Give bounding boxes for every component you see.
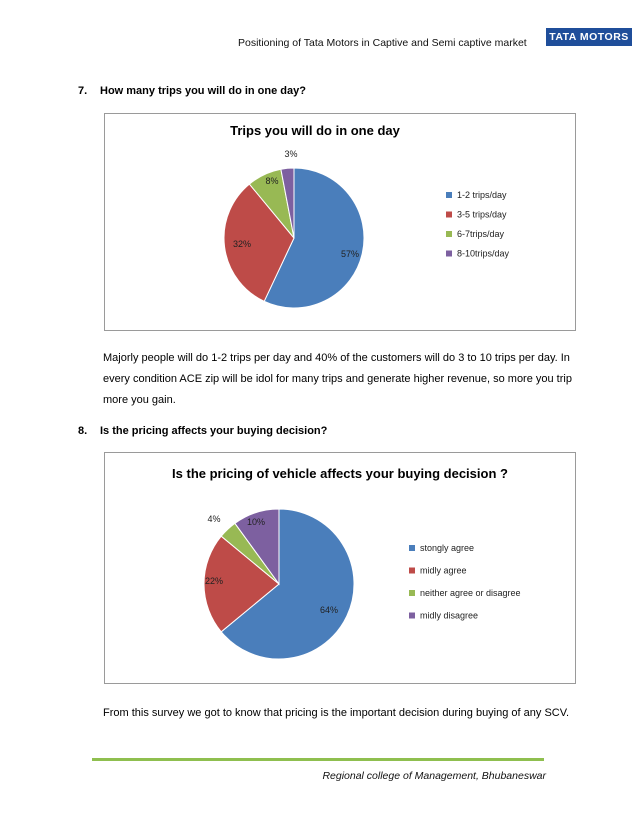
data-label-3: 8% <box>265 176 279 186</box>
legend-swatch-4 <box>446 251 452 257</box>
legend-entry-2: 3-5 trips/day <box>457 209 507 220</box>
legend-swatch-2 <box>409 568 415 574</box>
chart-pricing-box <box>104 452 576 684</box>
legend-swatch-3 <box>446 231 452 237</box>
legend-swatch-1 <box>446 192 452 198</box>
legend-entry-1: stongly agree <box>420 543 475 553</box>
data-label-3: 4% <box>207 514 221 524</box>
legend-entry-4: midly disagree <box>420 610 479 621</box>
footer-divider <box>92 758 544 761</box>
legend-entry-3: 6-7trips/day <box>457 229 505 239</box>
legend-swatch-4 <box>409 613 415 619</box>
legend-entry-4: 8-10trips/day <box>457 248 510 259</box>
chart-trips-box <box>104 113 576 331</box>
paragraph-7: Majorly people will do 1-2 trips per day and 40% of the customers will do 3 to 10 trips per day. In every condition ACE zip will be idol for many trips and generate higher revenue, so more you trip more you gain. <box>103 352 572 406</box>
data-label-4: 3% <box>284 149 298 159</box>
chart-title: Is the pricing of vehicle affects your buying decision ? <box>172 466 508 481</box>
data-label-2: 32% <box>232 239 252 249</box>
legend-entry-1: 1-2 trips/day <box>457 190 507 200</box>
legend-swatch-1 <box>409 545 415 551</box>
data-label-4: 10% <box>246 517 266 527</box>
legend-entry-3: neither agree or disagree <box>420 588 521 598</box>
question-8 <box>78 425 327 437</box>
question-7-number: 7. <box>78 85 88 97</box>
header-title: Positioning of Tata Motors in Captive and Semi captive market <box>238 37 527 49</box>
question-8-number: 8. <box>78 425 88 437</box>
tata-motors-logo: TATA MOTORS <box>546 28 632 46</box>
data-label-2: 22% <box>204 576 224 586</box>
chart-trips <box>105 114 575 330</box>
data-label-1: 57% <box>340 249 360 259</box>
question-8-text: Is the pricing affects your buying decision? <box>100 425 328 437</box>
chart-pricing <box>105 453 575 683</box>
data-label-1: 64% <box>319 605 339 615</box>
question-7 <box>78 85 306 97</box>
legend-swatch-3 <box>409 590 415 596</box>
chart-title: Trips you will do in one day <box>230 123 400 138</box>
legend-entry-2: midly agree <box>420 565 467 576</box>
paragraph-8: From this survey we got to know that pricing is the important decision during buying of any SCV. <box>103 707 570 719</box>
footer-text: Regional college of Management, Bhubaneswar <box>322 770 546 782</box>
legend-swatch-2 <box>446 212 452 218</box>
question-7-text: How many trips you will do in one day? <box>100 85 306 97</box>
